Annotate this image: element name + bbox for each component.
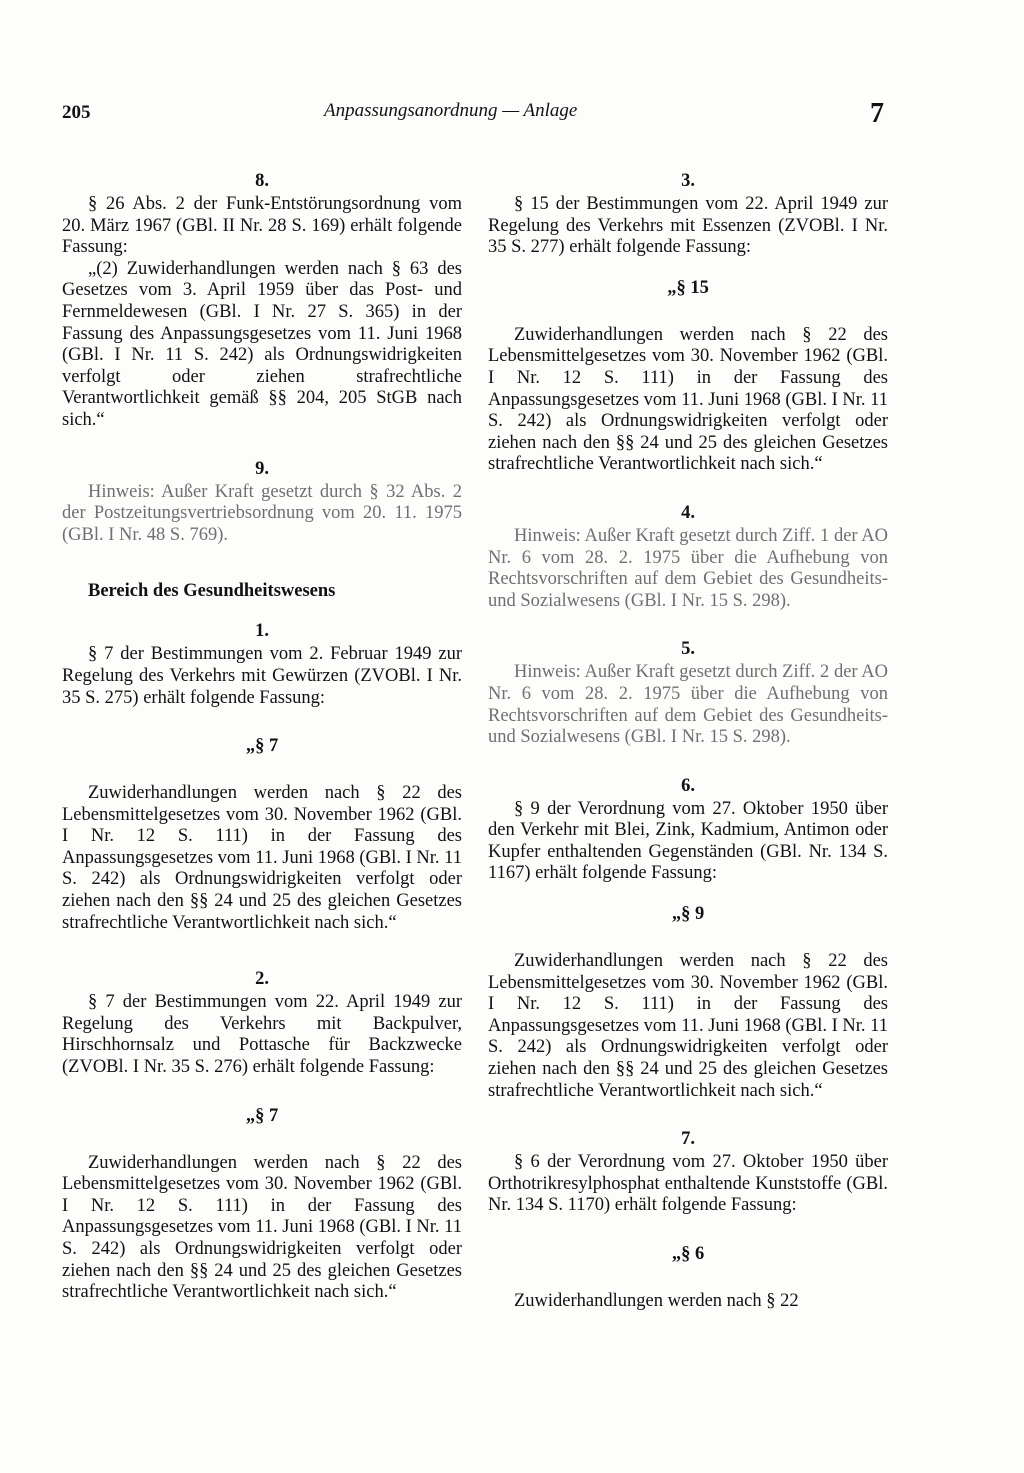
item-number: 3. [681, 171, 695, 191]
item-number: 2. [255, 969, 269, 990]
section-heading: Bereich des Gesundheitswesens [88, 581, 336, 602]
item-number: 5. [681, 639, 695, 660]
paragraph-heading: „§ 7 [245, 1105, 279, 1126]
item-number: 6. [681, 775, 695, 796]
item-intro: § 7 der Bestimmungen vom 2. Februar 1949 zur Regelung des Verkehrs mit Gewürzen (ZVOBl. I Nr. 35 S. 275) erhält folgende Fassung: [62, 644, 462, 708]
page-header [0, 98, 1024, 130]
item-number: 1. [255, 621, 269, 642]
paragraph-text: Zuwiderhandlungen werden nach § 22 des Lebensmittelgesetzes vom 30. November 1962 (GBl. I Nr. 12 S. 111) in der Fassung des Anpassungsgesetzes vom 11. Juni 1968 (GBl. I Nr. 11 S. 242) als Ordnungswidrigkeiten verfolgt oder ziehen nach den §§ 24 und 25 des gleichen Gesetzes strafrechtliche Verantwortlichkeit nach sich.“ [488, 324, 888, 475]
running-title: Anpassungsanordnung — Anlage [324, 100, 578, 121]
repeal-note: Hinweis: Außer Kraft gesetzt durch § 32 Abs. 2 der Postzeitungsvertriebsordnung vom 20. 11. 1975 (GBl. I Nr. 48 S. 769). [62, 481, 462, 545]
paragraph-heading: „§ 6 [671, 1244, 705, 1264]
repeal-note: Hinweis: Außer Kraft gesetzt durch Ziff. 2 der AO Nr. 6 vom 28. 2. 1975 über die Aufhebung von Rechtsvorschriften auf dem Gebiet des Gesundheits- und Sozialwesens (GBl. I Nr. 15 S. 298). [488, 662, 888, 748]
paragraph-heading: „§ 9 [671, 904, 705, 925]
item-number: 9. [255, 458, 269, 479]
item-intro: § 15 der Bestimmungen vom 22. April 1949 zur Regelung des Verkehrs mit Essenzen (ZVOBl. I Nr. 35 S. 277) erhält folgende Fassung: [488, 194, 888, 258]
section-number: 7 [870, 98, 884, 129]
paragraph-heading: „§ 7 [245, 736, 279, 757]
item-number: 7. [681, 1129, 695, 1150]
right-column [488, 170, 888, 1313]
paragraph-text: Zuwiderhandlungen werden nach § 22 des Lebensmittelgesetzes vom 30. November 1962 (GBl. I Nr. 12 S. 111) in der Fassung des Anpassungsgesetzes vom 11. Juni 1968 (GBl. I Nr. 11 S. 242) als Ordnungswidrigkeiten verfolgt oder ziehen nach den §§ 24 und 25 des gleichen Gesetzes strafrechtliche Verantwortlichkeit nach sich.“ [488, 951, 888, 1101]
left-column [62, 170, 462, 1304]
paragraph-heading: „§ 15 [667, 277, 709, 298]
item-intro: § 9 der Verordnung vom 27. Oktober 1950 über den Verkehr mit Blei, Zink, Kadmium, Antimon oder Kupfer enthaltenden Gegenständen (GBl. Nr. 134 S. 1167) erhält folgende Fassung: [488, 798, 888, 884]
item-intro: § 6 der Verordnung vom 27. Oktober 1950 über Orthotrikresylphosphat enthaltende Kunststoffe (GBl. Nr. 134 S. 1170) erhält folgende Fassung: [488, 1152, 888, 1216]
paragraph-text: Zuwiderhandlungen werden nach § 22 des Lebensmittelgesetzes vom 30. November 1962 (GBl. I Nr. 12 S. 111) in der Fassung des Anpassungsgesetzes vom 11. Juni 1968 (GBl. I Nr. 11 S. 242) als Ordnungswidrigkeiten verfolgt oder ziehen nach den §§ 24 und 25 des gleichen Gesetzes strafrechtliche Verantwortlichkeit nach sich.“ [62, 783, 462, 933]
page-number: 205 [62, 102, 91, 123]
item-quote: „(2) Zuwiderhandlungen werden nach § 63 des Gesetzes vom 3. April 1959 über das Post- und Fernmeldewesen (GBl. I Nr. 27 S. 365) in der Fassung des Anpassungsgesetzes vom 11. Juni 1968 (GBl. I Nr. 11 S. 242) als Ordnungswidrigkeiten verfolgt oder ziehen strafrechtliche Verantwortlichkeit gemäß §§ 204, 205 StGB nach sich.“ [62, 258, 462, 430]
paragraph-text: Zuwiderhandlungen werden nach § 22 des Lebensmittelgesetzes vom 30. November 1962 (GBl. I Nr. 12 S. 111) in der Fassung des Anpassungsgesetzes vom 11. Juni 1968 (GBl. I Nr. 11 S. 242) als Ordnungswidrigkeiten verfolgt oder ziehen nach den §§ 24 und 25 des gleichen Gesetzes strafrechtliche Verantwortlichkeit nach sich.“ [62, 1152, 462, 1303]
item-number: 4. [681, 502, 695, 523]
item-number: 8. [255, 171, 269, 191]
item-intro: § 26 Abs. 2 der Funk-Entstörungsordnung vom 20. März 1967 (GBl. II Nr. 28 S. 169) erhält folgende Fassung: [62, 194, 462, 258]
repeal-note: Hinweis: Außer Kraft gesetzt durch Ziff. 1 der AO Nr. 6 vom 28. 2. 1975 über die Aufhebung von Rechtsvorschriften auf dem Gebiet des Gesundheits- und Sozialwesens (GBl. I Nr. 15 S. 298). [488, 525, 888, 611]
paragraph-text: Zuwiderhandlungen werden nach § 22 [514, 1291, 799, 1311]
item-intro: § 7 der Bestimmungen vom 22. April 1949 zur Regelung des Verkehrs mit Backpulver, Hirschhornsalz und Pottasche für Backzwecke (ZVOBl. I Nr. 35 S. 276) erhält folgende Fassung: [62, 992, 462, 1078]
